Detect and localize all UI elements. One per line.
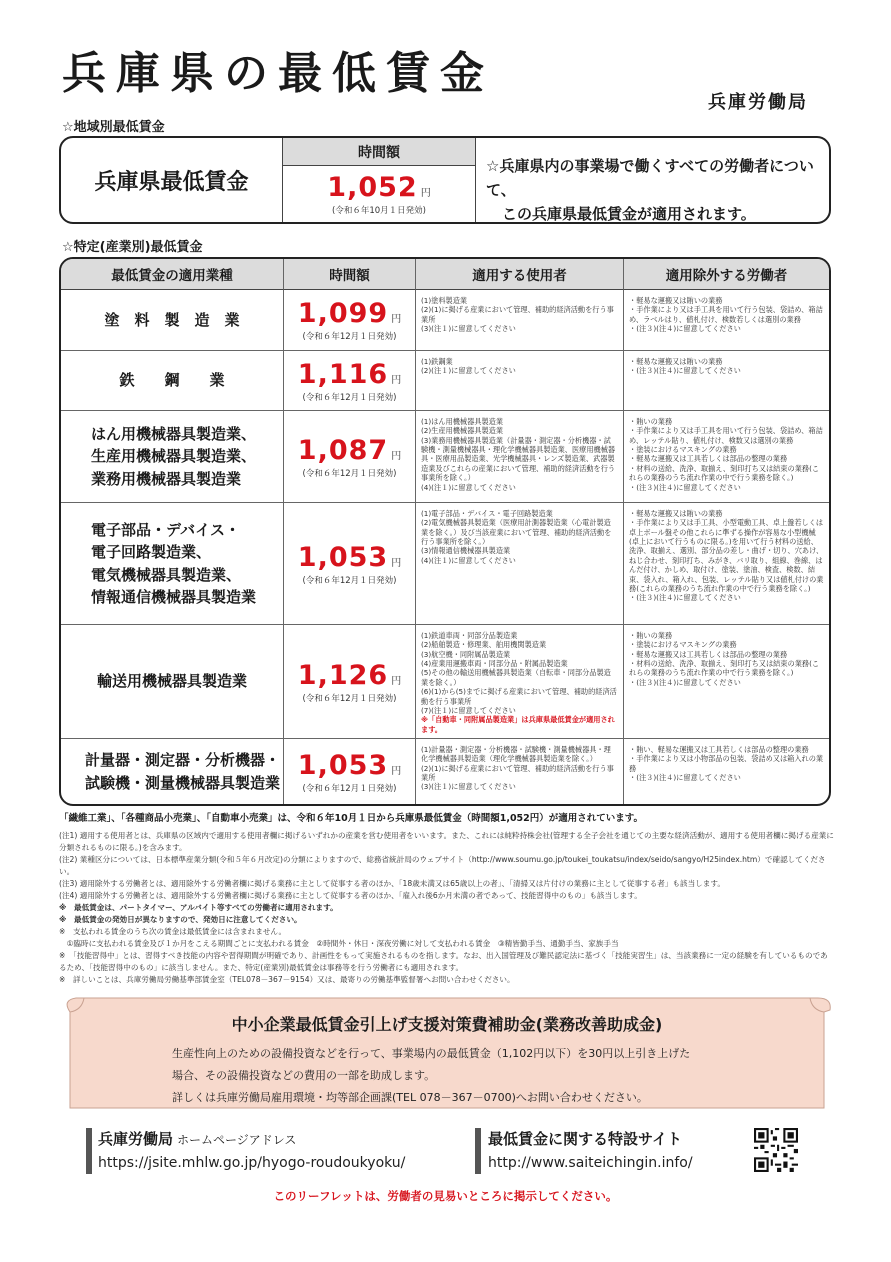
industry-name: 輸送用機械器具製造業 [96,672,247,691]
list-item: (1)はん用機械器具製造業 [421,417,504,426]
regional-wage-header: 時間額 [283,138,476,166]
industry-name-line: 計量器・測定器・分析機器・ [85,751,281,769]
note-item: ※ 詳しいことは、兵庫労働局労働基準部賃金室（TEL078－367－9154）又は、最寄りの労働基準監督署へお問い合わせください。 [59,974,515,984]
list-item: (4)(注１)に留意してください [421,482,516,492]
homepage-label: ホームページアドレス [177,1133,297,1147]
subsidy-line: 詳しくは兵庫労働局雇用環境・均等部企画課(TEL 078－367－0700)へお問い合わせください。 [172,1091,648,1104]
list-item: ・賄いの業務 [629,417,673,426]
applicable-employers [415,351,623,410]
table-row [61,739,829,804]
applicable-employers [415,411,623,502]
list-item: ・(注３)(注４)に留意してください [629,482,741,492]
list-item: ・軽易な運搬又は工具若しくは部品の整理の業務 [629,454,788,464]
note-item: ※ 最低賃金の発効日が異なりますので、発効日に注意してください。 [59,914,302,924]
list-item: (1)鉄鋼業 [421,357,453,366]
applicable-employers [415,290,623,350]
list-item: (1)鉄道車両・同部分品製造業 [421,631,518,640]
list-item: (6)(1)から(5)までに掲げる産業において管理、補助的経済活動を行う事業所 [421,687,617,706]
regional-wage-value: 1,052 [327,172,418,203]
list-item: ・材料の送給、洗浄、取揃え、刻印打ち又は結束の業務(これらの業務のうち流れ作業の中で行う業務を除く。) [629,659,820,678]
list-item: (1)塗料製造業 [421,296,468,305]
industry-name-line: 電子回路製造業、 [91,543,212,561]
note-item: (注4) 適用除外する労働者とは、適用除外する労働者欄に掲げる業務に主として従事する者のほか、「雇入れ後6か月未満の者であって、技能習得中のもの」も該当します。 [59,890,642,900]
regional-wage-unit: 円 [420,188,431,199]
list-item: (4)産業用運搬車両・同部分品・附属品製造業 [421,659,568,669]
list-item: ・(注３)(注４)に留意してください [629,773,741,783]
industry-name-line: 電子部品・デバイス・ [91,520,240,539]
industry-wage-unit: 円 [391,374,402,386]
industry-wage-effective: (令和６年12月１日発効) [302,332,397,342]
note-item: ※ 「技能習得中」とは、習得すべき技能の内容や習得期間が明確であり、計画性をもって実施されるものを指します。なお、出入国管理及び難民認定法に基づく「技能実習生」は、当該業務に一定の経験を有しているものであるため、「技能習得中のもの」に該当しません。また、特定(産業別)最低賃金は事務等を行う労働者にも適用されます。 [59,950,828,972]
column-header-industry: 最低賃金の適用業種 [61,259,283,290]
industry-wage-cell [283,739,415,804]
list-item: (3)航空機・同附属品製造業 [421,649,511,659]
page-title: 兵庫県の最低賃金 [62,48,494,99]
industry-name: 塗 料 製 造 業 [104,310,240,329]
list-item: (3)業務用機械器具製造業（計量器・測定器・分析機器・試験機・測量機械器具・理化学機械器具製造業、医療用機械器具・医療用品製造業、光学機械器具・レンズ製造業、武器製造業及びこれらの産業において管理、補助的経済活動を行う事業所を除く。） [421,435,616,483]
note-item: (注1) 適用する使用者とは、兵庫県の区域内で適用する使用者欄に掲げるいずれかの産業を営む使用者をいいます。また、これには純粋持株会社(管理する全子会社を通じての主要な経済活動が、適用する使用者欄に掲げる産業に分類されるものに限る。)を含みます。 [59,831,834,852]
list-item: (2)電気機械器具製造業（医療用計測器製造業（心電計製造業を除く。）及び当該産業において管理、補助的経済活動を行う事業所を除く。） [421,518,612,547]
note-item: (注2) 業種区分については、日本標準産業分類(令和５年６月改定)の分類によりますので、総務省統計局のウェブサイト（http://www.soumu.go.jp/toukei_toukatsu/index/seido/sangyo/H25index.htm）で確認してください。 [59,854,826,876]
regional-wage-cell [283,166,476,222]
excluded-workers [623,739,829,804]
industry-wage-cell [283,290,415,350]
industry-wage-unit: 円 [391,314,402,325]
regional-wage-box [59,136,831,224]
list-item: (2)(注１)に留意してください [421,366,516,376]
industry-name [61,503,283,624]
note-item: ①臨時に支払われる賃金及び１か月をこえる期間ごとに支払われる賃金 ②時間外・休日・深夜労働に対して支払われる賃金 ③精皆勤手当、通勤手当、家族手当 [59,938,619,948]
qr-code-icon[interactable] [754,1128,798,1172]
regional-section-label: ☆地域別最低賃金 [62,120,165,135]
note-item: ※ 最低賃金は、パートタイマー、アルバイト等すべての労働者に適用されます。 [59,902,338,912]
list-item: (2)船舶製造・修理業、舶用機関製造業 [421,640,547,650]
applicable-employers [415,503,623,624]
list-item: (4)(注１)に留意してください [421,555,516,565]
industry-wage-effective: (令和６年12月１日発効) [302,575,397,586]
list-item: ・塗装におけるマスキングの業務 [629,640,737,650]
list-item: (7)(注１)に留意してください [421,705,516,715]
note-item: (注3) 適用除外する労働者とは、適用除外する労働者欄に掲げる業務に主として従事する者のほか、「18歳未満又は65歳以上の者」、「清掃又は片付けの業務に主として従事する者」も該当します。 [59,878,725,888]
list-item: ・軽易な運搬又は賄いの業務 [629,509,723,518]
special-site-title: 最低賃金に関する特設サイト [488,1130,682,1148]
industry-name-line: 業務用機械器具製造業 [91,469,242,488]
issuer-name: 兵庫労働局 [708,92,808,113]
list-item: ・賄い、軽易な運搬又は工具若しくは部品の整理の業務 [629,745,809,754]
table-row [61,503,829,625]
industry-name [61,411,283,502]
industry-name: 鉄 鋼 業 [119,371,225,390]
industry-wage-value: 1,116 [297,358,389,390]
excluded-workers [623,290,829,350]
list-item: (5)その他の輸送用機械器具製造業（自転車・同部分品製造業を除く。） [421,668,611,687]
industry-wage-table [59,257,831,806]
industry-wage-value: 1,099 [297,298,389,329]
table-row [61,625,829,739]
special-site-url[interactable]: http://www.saiteichingin.info/ [488,1155,693,1171]
list-item: (2)(1)に掲げる産業において管理、補助的経済活動を行う事業所 [421,763,614,783]
industry-name-line: はん用機械器具製造業、 [91,424,257,443]
notes-section [59,811,834,986]
industry-wage-effective: (令和６年12月１日発効) [302,693,397,704]
industry-wage-effective: (令和６年12月１日発効) [302,783,397,794]
industry-wage-value: 1,053 [297,749,389,781]
list-item: ・材料の送給、洗浄、取揃え、刻印打ち又は結束の業務(これらの業務のうち流れ作業の中で行う業務を除く。) [629,463,820,483]
industry-wage-value: 1,087 [297,434,389,466]
industry-wage-effective: (令和６年12月１日発効) [302,468,397,479]
table-row [61,411,829,503]
table-row [61,351,829,411]
posting-notice: このリーフレットは、労働者の見易いところに掲示してください。 [273,1189,618,1203]
regional-note-line1: ☆兵庫県内の事業場で働くすべての労働者について、 [486,157,814,199]
industry-wage-unit: 円 [391,557,402,569]
list-item: ・(注３)(注４)に留意してください [629,593,741,603]
applicable-employers [415,625,623,738]
list-item: ・軽易な運搬又は工具若しくは部品の整理の業務 [629,649,788,659]
list-item: ・(注３)(注４)に留意してください [629,366,741,376]
column-header-employers: 適用する使用者 [415,259,623,290]
industry-wage-cell [283,625,415,738]
industry-wage-unit: 円 [391,450,402,462]
list-item: ・賄いの業務 [629,631,673,640]
list-item: ・(注３)(注４)に留意してください [629,324,741,334]
industry-name-line: 生産用機械器具製造業、 [91,447,257,466]
regional-note-line2: この兵庫県最低賃金が適用されます。 [502,205,756,223]
list-item: ・塗装におけるマスキングの業務 [629,445,737,455]
regional-wage-name: 兵庫県最低賃金 [61,138,283,222]
industry-name-line: 電気機械器具製造業、 [91,565,242,584]
industry-name-line: 試験機・測量機械器具製造業 [85,773,281,792]
excluded-workers [623,411,829,502]
applicable-employers [415,739,623,804]
list-item: (3)(注１)に留意してください [421,324,516,334]
list-item: (1)計量器・測定器・分析機器・試験機・測量機械器具・理化学機械器具製造業（理化学機械器具製造業を除く。） [421,745,611,764]
industry-wage-value: 1,053 [297,541,389,573]
excluded-workers [623,351,829,410]
red-note: ※「自動車・同附属品製造業」は兵庫県最低賃金が適用されます。 [421,715,615,734]
subsidy-line: 場合、その設備投資などの費用の一部を助成します。 [172,1069,436,1082]
industry-wage-unit: 円 [391,765,402,777]
column-header-excluded: 適用除外する労働者 [623,259,829,290]
excluded-workers [623,503,829,624]
industry-section-label: ☆特定(産業別)最低賃金 [62,240,203,255]
industry-wage-value: 1,126 [297,659,389,691]
list-item: ・軽易な運搬又は賄いの業務 [629,357,723,366]
list-item: (1)電子部品・デバイス・電子回路製造業 [421,509,553,518]
industry-wage-cell [283,411,415,502]
subsidy-title: 中小企業最低賃金引上げ支援対策費補助金(業務改善助成金) [231,1015,663,1034]
list-item: (3)情報通信機械器具製造業 [421,546,511,556]
industry-wage-effective: (令和６年12月１日発効) [302,392,397,403]
notes-lead: 「繊維工業」、「各種商品小売業」、「自動車小売業」は、令和６年10月１日から兵庫県最低賃金（時間額1,052円）が適用されています。 [59,813,644,824]
list-item: ・手作業により又は手工具を用いて行う包装、袋詰め、箱詰め、レッテル貼り、値札付け、検数又は選別の業務 [629,426,823,445]
excluded-workers [623,625,829,738]
subsidy-body [172,1043,772,1109]
regional-wage-effective: (令和６年10月１日発効) [332,206,426,216]
list-item: ・(注３)(注４)に留意してください [629,677,741,687]
footer-right-bar [475,1128,481,1174]
list-item: ・手作業により又は手工具、小型電動工具、卓上盤若しくは卓上ボール盤その他これらに準ずる操作が容易な小型機械(卓上において行うものに限る。)を用いて行う材料の送給、洗浄、取揃え、選別、部分品の差し・曲げ・切り、穴あけ、ねじ合わせ、刻印打ち、みがき、バリ取り、組線、巻線、はんだ付け、かしめ、取付け、塗装、塗油、検査、検数、結束、袋入れ、箱入れ、包装、レッテル貼り又は値札付けの業務(これらの業務のうち流れ作業の中で行う業務を除く。) [629,518,824,593]
subsidy-line: 生産性向上のための設備投資などを行って、事業場内の最低賃金（1,102円以下）を30円以上引き上げた [172,1047,691,1060]
industry-wage-cell [283,351,415,410]
subsidy-banner [62,990,832,1118]
list-item: ・手作業により又は手工具を用いて行う包装、袋詰め、箱詰め、ラベルはり、値札付け、検数若しくは選別の業務 [629,305,823,324]
list-item: (3)(注１)に留意してください [421,782,516,792]
industry-name-line: 情報通信機械器具製造業 [91,588,257,606]
table-row [61,290,829,351]
list-item: ・手作業により又は小物部品の包装、袋詰め又は箱入れの業務 [629,754,824,773]
list-item: (2)生産用機械器具製造業 [421,426,504,436]
note-item: ※ 支払われる賃金のうち次の賃金は最低賃金には含まれません。 [59,926,287,936]
industry-name [61,739,283,804]
list-item: ・軽易な運搬又は賄いの業務 [629,296,723,305]
industry-wage-cell [283,503,415,624]
column-header-wage: 時間額 [283,259,415,290]
footer-left-title [98,1128,296,1149]
list-item: (2)(1)に掲げる産業において管理、補助的経済活動を行う事業所 [421,305,614,324]
labour-bureau-url[interactable]: https://jsite.mhlw.go.jp/hyogo-roudoukyoku/ [98,1155,406,1171]
industry-wage-unit: 円 [391,675,402,687]
regional-wage-note [486,154,826,224]
labour-bureau-name: 兵庫労働局 [98,1130,174,1148]
footer-left-bar [86,1128,92,1174]
